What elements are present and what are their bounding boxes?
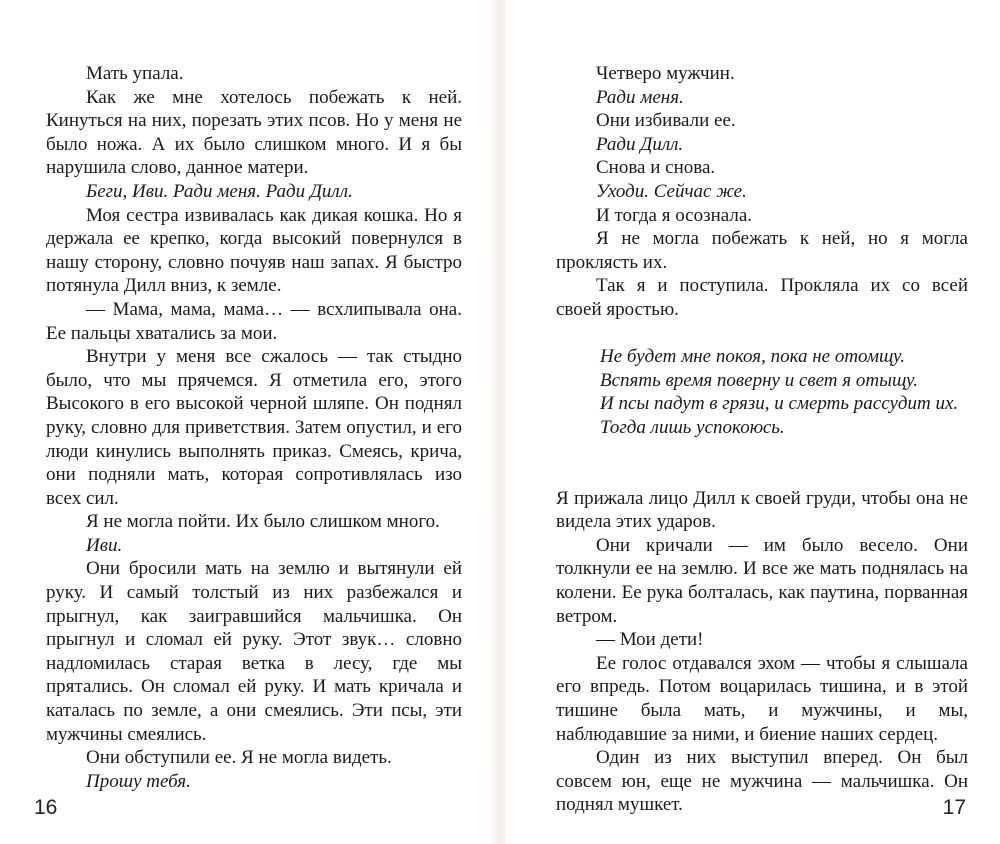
verse-line: Вспять время поверну и свет я отыщу. [600,369,919,391]
paragraph: Моя сестра извивалась как дикая кошка. Но я держала ее крепко, когда высокий повернулся в нашу сторону, словно почуяв наш запах. Я быстро потянула Дилл вниз, к земле. [46,204,462,297]
italic-paragraph: Беги, Иви. Ради меня. Ради Дилл. [86,180,353,202]
paragraph: Я не могла пойти. Их было слишком много. [86,511,440,533]
verse-line: Тогда лишь успокоюсь. [600,416,785,438]
paragraph: Четверо мужчин. [596,63,735,84]
paragraph: Они избивали ее. [596,110,736,132]
right-page [506,0,1000,844]
dialogue-paragraph: — Мама, мама, мама… — всхлипывала она. Ее пальцы хватались за мои. [46,298,462,344]
paragraph: Мать упала. [86,63,184,84]
paragraph: Они кричали — им было весело. Они толкнули ее на землю. И все же мать поднялась на колени. Ее рука болталась, как паутина, порванная ветром. [556,534,968,627]
paragraph: Один из них выступил вперед. Он был совсем юн, еще не мужчина — мальчишка. Он поднял мушкет. [556,747,968,816]
verse-block [556,345,968,439]
page-number-right: 17 [942,796,966,819]
left-page-text [46,62,462,793]
verse-spacer [556,322,968,346]
right-page-text [556,62,968,817]
paragraph: Так я и поступила. Прокляла их со всей своей яростью. [556,275,968,320]
verse-spacer [556,440,968,464]
paragraph: Ее голос отдавался эхом — чтобы я слышала его впредь. Потом воцарилась тишина, и в этой тишине была мать, и мужчины, и мы, наблюдавшие за ними, и биение наших сердец. [556,652,968,745]
italic-paragraph: Уходи. Сейчас же. [596,180,747,202]
italic-paragraph: Ради Дилл. [596,133,684,155]
paragraph: Я не могла побежать к ней, но я могла проклясть их. [556,228,968,273]
paragraph: Внутри у меня все сжалось — так стыдно было, что мы прячемся. Я отметила его, этого Высокого в его высокой черной шляпе. Он поднял руку, словно для приветствия. Затем опустил, и его люди кинулись выполнять приказ. Смеясь, крича, они подняли мать, которая сопротивлялась изо всех сил. [46,346,462,509]
verse-line: И псы падут в грязи, и смерть рассудит их. [600,393,959,415]
page-number-left: 16 [34,796,58,819]
left-page [0,0,494,844]
paragraph: Они обступили ее. Я не могла видеть. [86,747,392,769]
italic-paragraph: Иви. [86,534,123,556]
paragraph: И тогда я осознала. [596,204,753,226]
paragraph: Как же мне хотелось побежать к ней. Кинуться на них, порезать этих псов. Но у меня не было ножа. А их было слишком много. И я бы нарушила слово, данное матери. [46,86,462,179]
dialogue-paragraph: — Мои дети! [596,629,704,651]
paragraph: Снова и снова. [596,157,716,179]
italic-paragraph: Ради меня. [596,86,684,108]
verse-line: Не будет мне покоя, пока не отомщу. [600,346,906,368]
paragraph: Я прижала лицо Дилл к своей груди, чтобы она не видела этих ударов. [556,487,968,533]
paragraph: Они бросили мать на землю и вытянули ей руку. И самый толстый из них разбежался и прыгнул, как заигравшийся мальчишка. Он прыгнул и сломал ей руку. Этот звук… словно надломилась старая ветка в лесу, где мы прятались. Он сломал ей руку. И мать кричала и каталась по земле, а они смеялись. Эти псы, эти мужчины смеялись. [46,558,462,745]
italic-paragraph: Прошу тебя. [86,770,191,792]
verse-spacer [556,463,968,487]
